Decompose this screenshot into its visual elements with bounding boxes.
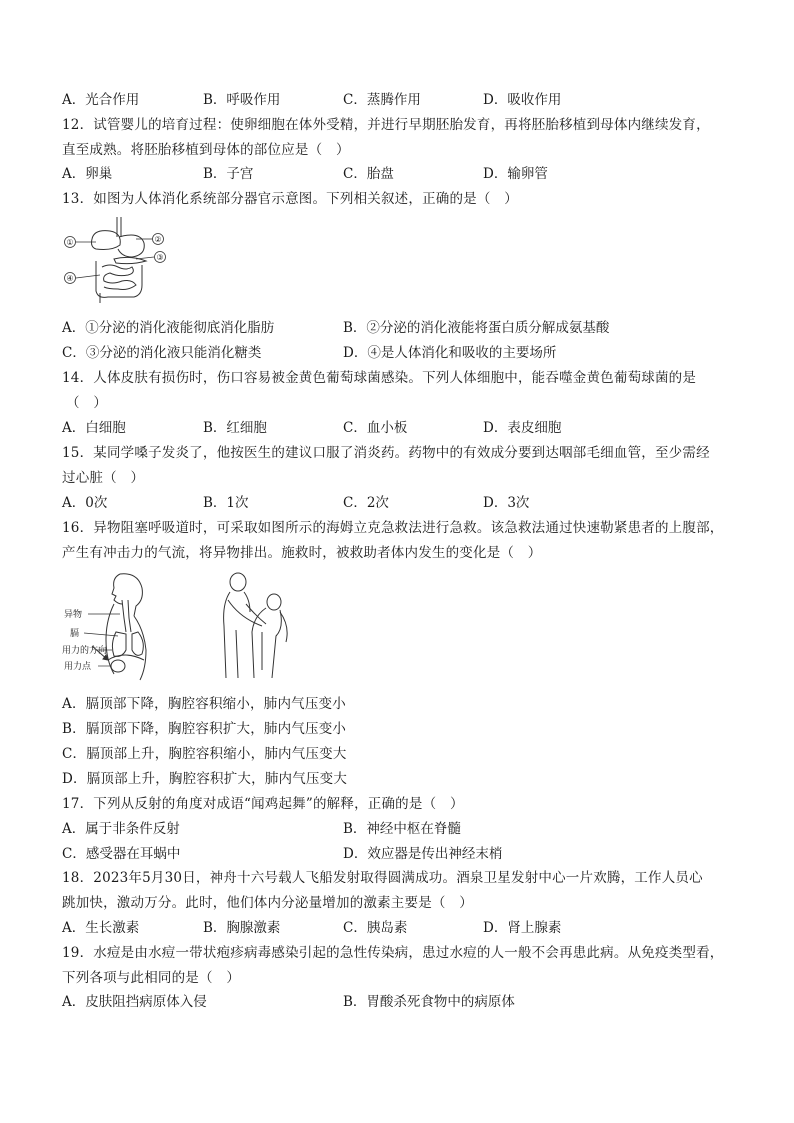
q15-option-d: D．3次 — [483, 495, 530, 511]
q15-option-c: C．2次 — [343, 495, 389, 511]
q11-option-b: B．呼吸作用 — [203, 92, 281, 108]
q12-option-b: B．子宫 — [203, 166, 254, 182]
q14-stem-line1: 14．人体皮肤有损伤时，伤口容易被金黄色葡萄球菌感染。下列人体细胞中，能吞噬金黄色葡萄球菌的是 — [62, 370, 697, 386]
heimlich-diagram-figure — [62, 570, 192, 682]
q16-option-d: D．膈顶部上升，胸腔容积扩大，肺内气压变大 — [62, 771, 348, 787]
q17-option-c: C．感受器在耳蜗中 — [62, 846, 181, 862]
q16-option-c: C．膈顶部上升，胸腔容积缩小，肺内气压变大 — [62, 746, 347, 762]
q15-stem-line1: 15．某同学嗓子发炎了，他按医生的建议口服了消炎药。药物中的有效成分要到达咽部毛细血管，至少需经 — [62, 445, 710, 461]
q19-option-a: A．皮肤阻挡病原体入侵 — [62, 994, 207, 1010]
q18-stem-line1: 18．2023年5月30日，神舟十六号载人飞船发射取得圆满成功。酒泉卫星发射中心一片欢腾，工作人员心 — [62, 870, 703, 886]
figure-label-1: ① — [66, 238, 74, 247]
figure-label-force-direction: 用力的方向 — [62, 646, 108, 656]
q11-option-c: C．蒸腾作用 — [343, 92, 421, 108]
q19-stem-line2: 下列各项与此相同的是（ ） — [62, 970, 241, 986]
q17-stem: 17．下列从反射的角度对成语“闻鸡起舞”的解释，正确的是（ ） — [62, 796, 464, 812]
q16-option-a: A．膈顶部下降，胸腔容积缩小，肺内气压变小 — [62, 696, 346, 712]
q18-option-a: A．生长激素 — [62, 920, 140, 936]
q13-option-b: B．②分泌的消化液能将蛋白质分解成氨基酸 — [343, 320, 610, 336]
figure-label-3: ③ — [156, 253, 164, 262]
q12-option-d: D．输卵管 — [483, 166, 548, 182]
figure-label-foreign-body: 异物 — [64, 610, 83, 620]
digestive-system-figure — [62, 215, 172, 305]
figure-label-diaphragm: 膈 — [70, 629, 80, 639]
q13-option-a: A．①分泌的消化液能彻底消化脂肪 — [62, 320, 275, 336]
q12-stem-line2: 直至成熟。将胚胎移植到母体的部位应是（ ） — [62, 142, 350, 158]
q14-stem-line2: （ ） — [66, 395, 108, 411]
q15-option-b: B．1次 — [203, 495, 249, 511]
q12-option-a: A．卵巢 — [62, 166, 113, 182]
q17-option-d: D．效应器是传出神经末梢 — [343, 846, 503, 862]
rescuer-illustration — [210, 570, 295, 682]
q16-stem-line2: 产生有冲击力的气流，将异物排出。施救时，被救助者体内发生的变化是（ ） — [62, 545, 542, 561]
q16-option-b: B．膈顶部下降，胸腔容积扩大，肺内气压变小 — [62, 721, 347, 737]
q14-option-d: D．表皮细胞 — [483, 420, 562, 436]
q15-stem-line2: 过心脏（ ） — [62, 470, 145, 486]
figure-label-4: ④ — [66, 274, 74, 283]
q19-option-b: B．胃酸杀死食物中的病原体 — [343, 994, 515, 1010]
q15-option-a: A．0次 — [62, 495, 108, 511]
q18-option-d: D．肾上腺素 — [483, 920, 562, 936]
figure-label-force-point: 用力点 — [64, 662, 92, 672]
q13-option-c: C．③分泌的消化液只能消化糖类 — [62, 345, 262, 361]
q18-option-c: C．胰岛素 — [343, 920, 408, 936]
q11-option-d: D．吸收作用 — [483, 92, 562, 108]
q17-option-b: B．神经中枢在脊髓 — [343, 821, 461, 837]
q12-option-c: C．胎盘 — [343, 166, 394, 182]
q19-stem-line1: 19．水痘是由水痘一带状疱疹病毒感染引起的急性传染病，患过水痘的人一般不会再患此病。从免疫类型看， — [62, 945, 724, 961]
q14-option-a: A．白细胞 — [62, 420, 126, 436]
figure-label-2: ② — [154, 235, 162, 244]
q12-stem-line1: 12．试管婴儿的培育过程：使卵细胞在体外受精，并进行早期胚胎发育，再将胚胎移植到母体内继续发育， — [62, 117, 710, 133]
q16-stem-line1: 16．异物阻塞呼吸道时，可采取如图所示的海姆立克急救法进行急救。该急救法通过快速勒紧患者的上腹部， — [62, 520, 724, 536]
q11-option-a: A．光合作用 — [62, 92, 140, 108]
q17-option-a: A．属于非条件反射 — [62, 821, 180, 837]
q14-option-c: C．血小板 — [343, 420, 408, 436]
q14-option-b: B．红细胞 — [203, 420, 267, 436]
q13-stem: 13．如图为人体消化系统部分器官示意图。下列相关叙述，正确的是（ ） — [62, 191, 518, 207]
q13-option-d: D．④是人体消化和吸收的主要场所 — [343, 345, 557, 361]
q18-option-b: B．胸腺激素 — [203, 920, 281, 936]
q18-stem-line2: 跳加快，激动万分。此时，他们体内分泌量增加的激素主要是（ ） — [62, 895, 473, 911]
